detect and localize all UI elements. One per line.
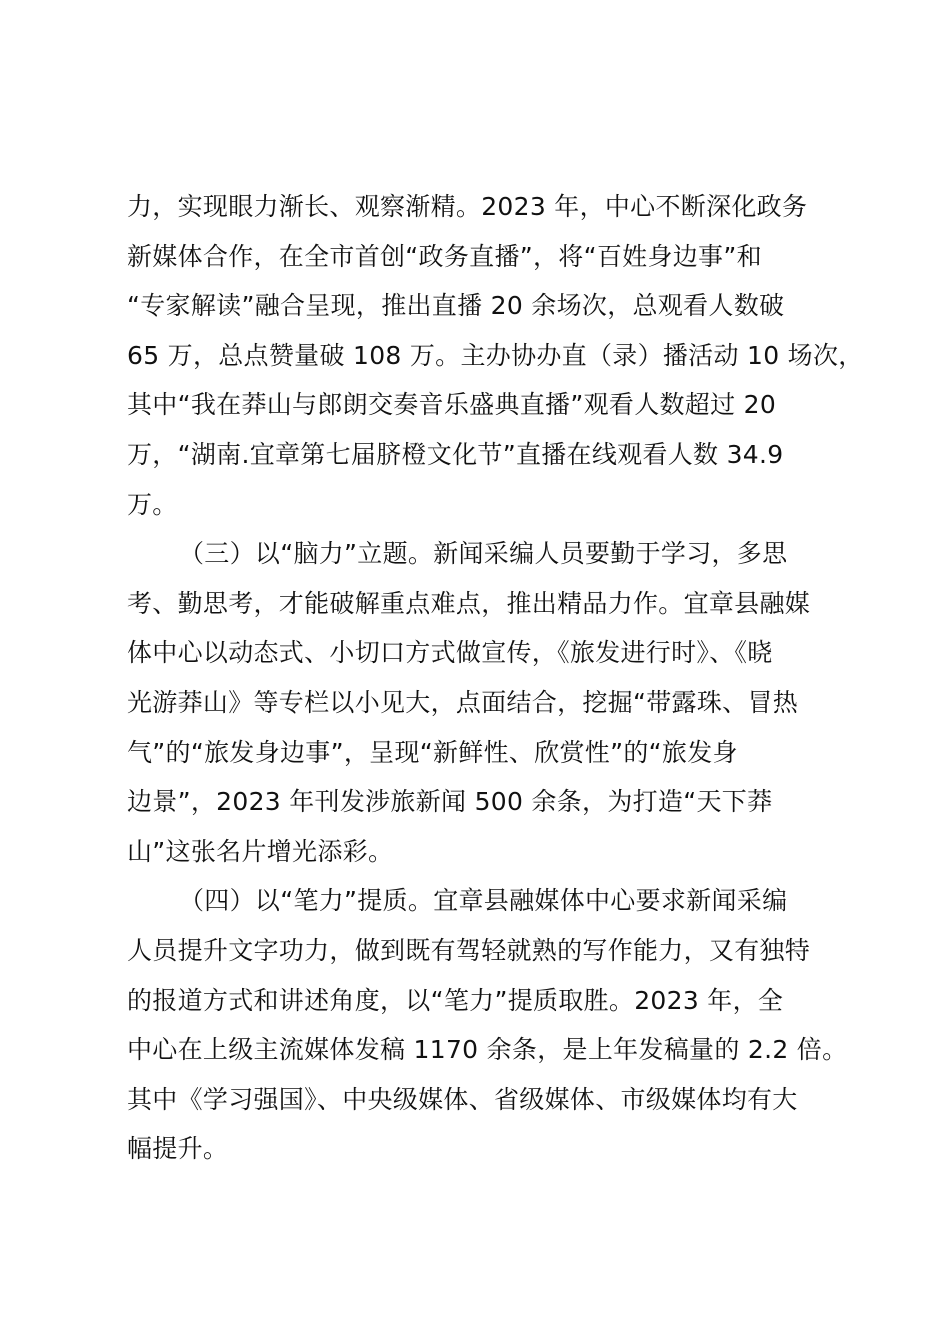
text-line: 中心在上级主流媒体发稿 1170 余条，是上年发稿量的 2.2 倍。 bbox=[127, 1035, 848, 1065]
text-line: 体中心以动态式、小切口方式做宣传，《旅发进行时》、《晓 bbox=[127, 638, 773, 668]
text-line: 万。 bbox=[127, 489, 178, 519]
text-line: 其中《学习强国》、中央级媒体、省级媒体、市级媒体均有大 bbox=[127, 1084, 798, 1114]
text-line: 新媒体合作，在全市首创“政务直播”，将“百姓身边事”和 bbox=[127, 241, 762, 271]
text-line: 光游莽山》等专栏以小见大，点面结合，挖掘“带露珠、冒热 bbox=[127, 687, 799, 717]
body-text bbox=[127, 182, 864, 1174]
text-line: 人员提升文字功力，做到既有驾轻就熟的写作能力，又有独特 bbox=[127, 935, 811, 965]
text-line: 山”这张名片增光添彩。 bbox=[127, 836, 394, 866]
text-line: 气”的“旅发身边事”，呈现“新鲜性、欣赏性”的“旅发身 bbox=[127, 737, 738, 767]
text-line: 的报道方式和讲述角度，以“笔力”提质取胜。2023 年，全 bbox=[127, 985, 784, 1015]
text-line: “专家解读”融合呈现，推出直播 20 余场次，总观看人数破 bbox=[127, 291, 785, 321]
text-line: 考、勤思考，才能破解重点难点，推出精品力作。宜章县融媒 bbox=[127, 588, 811, 618]
text-line: 边景”，2023 年刊发涉旅新闻 500 余条，为打造“天下莽 bbox=[127, 787, 773, 817]
text-line: 力，实现眼力渐长、观察渐精。2023 年，中心不断深化政务 bbox=[127, 192, 808, 221]
text-line: 其中“我在莽山与郎朗交奏音乐盛典直播”观看人数超过 20 bbox=[127, 390, 777, 420]
section-heading-line: （三）以“脑力”立题。新闻采编人员要勤于学习，多思 bbox=[179, 539, 788, 569]
section-heading-line: （四）以“笔力”提质。宜章县融媒体中心要求新闻采编 bbox=[179, 886, 788, 916]
text-line: 万，“湖南.宜章第七届脐橙文化节”直播在线观看人数 34.9 bbox=[127, 439, 784, 469]
text-line: 幅提升。 bbox=[127, 1134, 229, 1164]
text-line: 65 万，总点赞量破 108 万。主办协办直（录）播活动 10 场次， bbox=[127, 340, 864, 370]
